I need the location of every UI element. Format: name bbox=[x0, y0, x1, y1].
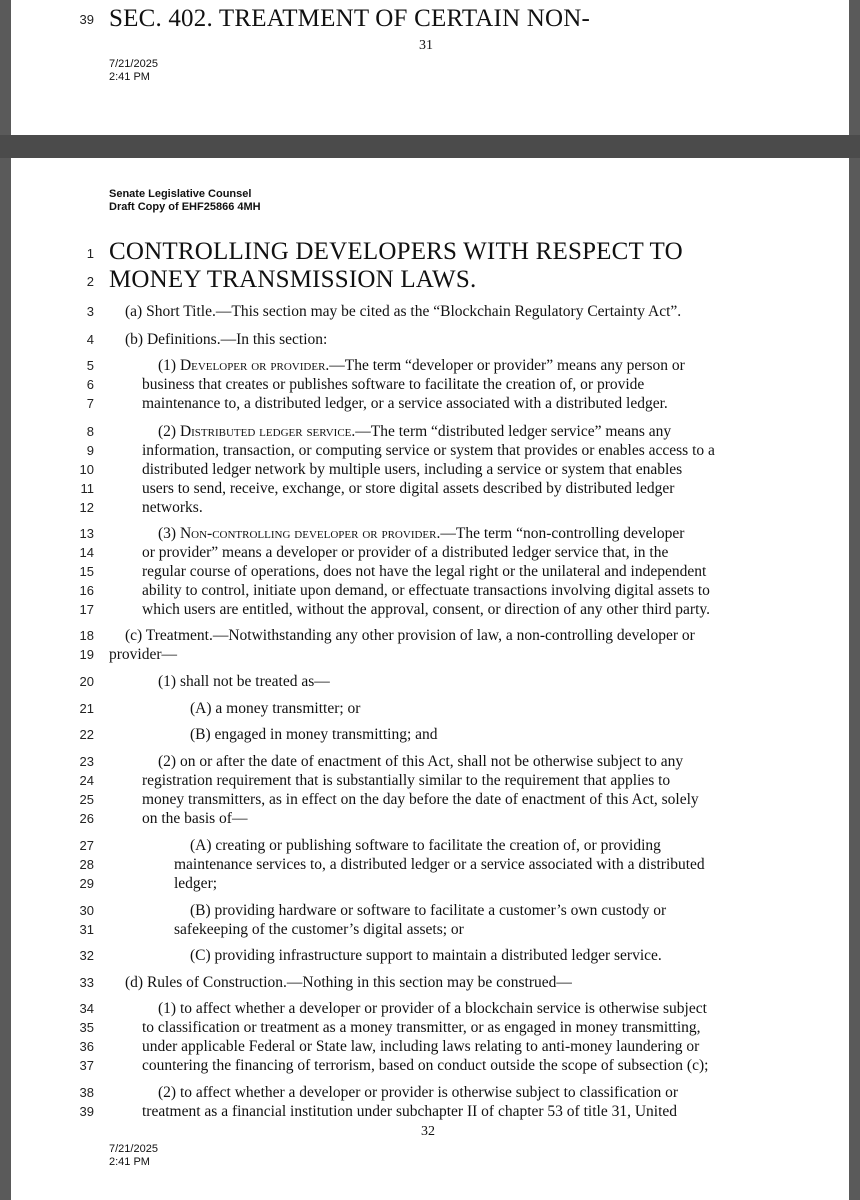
text-line: distributed ledger network by multiple users, including a service or system that enables bbox=[142, 461, 683, 478]
line-number: 8 bbox=[86, 424, 94, 439]
text-line: (B) providing hardware or software to facilitate a customer’s own custody or bbox=[190, 902, 667, 919]
text-line: (d) Rules of Construction.—Nothing in this section may be construed— bbox=[125, 974, 572, 991]
definition-text: —The term “distributed ledger service” means any bbox=[355, 423, 672, 440]
text-line: under applicable Federal or State law, including laws relating to anti-money laundering or bbox=[142, 1038, 700, 1055]
line-number: 28 bbox=[79, 857, 94, 872]
line-number: 5 bbox=[86, 358, 94, 373]
text-line: networks. bbox=[142, 499, 203, 516]
line-number: 36 bbox=[79, 1039, 94, 1054]
text-line: to classification or treatment as a money transmitter, or as engaged in money transmitting, bbox=[142, 1019, 701, 1036]
line-number: 10 bbox=[79, 462, 94, 477]
text-line: provider— bbox=[109, 646, 178, 663]
line-number: 37 bbox=[79, 1058, 94, 1073]
line-number: 16 bbox=[79, 583, 94, 598]
line-number: 1 bbox=[86, 246, 94, 261]
text-line: ledger; bbox=[174, 875, 218, 892]
text-line: ability to control, initiate upon demand, or effectuate transactions involving digital assets to bbox=[142, 582, 710, 599]
document-page-32 bbox=[11, 158, 849, 1200]
line-number: 13 bbox=[79, 526, 94, 541]
print-time: 2:41 PM bbox=[109, 1156, 150, 1168]
section-heading: SEC. 402. TREATMENT OF CERTAIN NON- bbox=[109, 5, 591, 32]
text-line: (C) providing infrastructure support to maintain a distributed ledger service. bbox=[190, 947, 662, 964]
text-line bbox=[158, 356, 685, 375]
text-line: maintenance to, a distributed ledger, or a service associated with a distributed ledger. bbox=[142, 395, 668, 412]
line-number: 27 bbox=[79, 838, 94, 853]
text-line: users to send, receive, exchange, or store digital assets described by distributed ledger bbox=[142, 480, 675, 497]
line-number: 21 bbox=[79, 701, 94, 716]
print-time: 2:41 PM bbox=[109, 71, 150, 83]
paragraph-number: (1) bbox=[158, 357, 180, 374]
line-number: 3 bbox=[86, 304, 94, 319]
line-number: 14 bbox=[79, 545, 94, 560]
line-number: 39 bbox=[79, 1104, 94, 1119]
text-line: countering the financing of terrorism, based on conduct outside the scope of subsection (c); bbox=[142, 1057, 709, 1074]
defined-term: Developer or provider. bbox=[179, 357, 330, 374]
line-number: 2 bbox=[86, 274, 94, 289]
defined-term: Distributed ledger service. bbox=[179, 423, 356, 440]
section-heading-line: MONEY TRANSMISSION LAWS. bbox=[109, 266, 477, 293]
text-line: (c) Treatment.—Notwithstanding any other provision of law, a non-controlling developer or bbox=[125, 627, 695, 644]
line-number: 15 bbox=[79, 564, 94, 579]
line-number: 6 bbox=[86, 377, 94, 392]
definition-text: —The term “developer or provider” means any person or bbox=[329, 357, 685, 374]
text-line: on the basis of— bbox=[142, 810, 248, 827]
line-number: 4 bbox=[86, 332, 94, 347]
text-line: (b) Definitions.—In this section: bbox=[125, 331, 328, 348]
line-number: 33 bbox=[79, 975, 94, 990]
page-number: 31 bbox=[419, 38, 433, 53]
text-line: (A) a money transmitter; or bbox=[190, 700, 361, 717]
right-viewer-margin bbox=[849, 0, 860, 1200]
line-number: 9 bbox=[86, 443, 94, 458]
line-number: 38 bbox=[79, 1085, 94, 1100]
line-number: 11 bbox=[80, 481, 94, 496]
text-line bbox=[158, 524, 684, 543]
counsel-label: Senate Legislative Counsel bbox=[109, 188, 252, 200]
text-line: (a) Short Title.—This section may be cited as the “Blockchain Regulatory Certainty Act”. bbox=[125, 303, 682, 320]
line-number: 23 bbox=[79, 754, 94, 769]
line-number: 22 bbox=[79, 727, 94, 742]
line-number: 34 bbox=[79, 1001, 94, 1016]
line-number: 32 bbox=[79, 948, 94, 963]
paragraph-number: (3) bbox=[158, 525, 180, 542]
text-line: safekeeping of the customer’s digital assets; or bbox=[174, 921, 464, 938]
text-line: or provider” means a developer or provider of a distributed ledger service that, in the bbox=[142, 544, 669, 561]
line-number: 19 bbox=[79, 647, 94, 662]
text-line: (2) to affect whether a developer or provider is otherwise subject to classification or bbox=[158, 1084, 679, 1101]
paragraph-number: (2) bbox=[158, 423, 180, 440]
section-heading-line: CONTROLLING DEVELOPERS WITH RESPECT TO bbox=[109, 238, 683, 265]
text-line: which users are entitled, without the approval, consent, or direction of any other third party. bbox=[142, 601, 711, 618]
line-number: 31 bbox=[79, 922, 94, 937]
line-number: 25 bbox=[79, 792, 94, 807]
page-separator bbox=[0, 135, 860, 158]
line-number: 35 bbox=[79, 1020, 94, 1035]
text-line: maintenance services to, a distributed ledger or a service associated with a distributed bbox=[174, 856, 705, 873]
text-line: (A) creating or publishing software to facilitate the creation of, or providing bbox=[190, 837, 661, 854]
line-number: 24 bbox=[79, 773, 94, 788]
line-number: 26 bbox=[79, 811, 94, 826]
definition-text: —The term “non-controlling developer bbox=[440, 525, 685, 542]
page-number: 32 bbox=[421, 1124, 435, 1139]
text-line bbox=[158, 422, 671, 441]
line-number: 7 bbox=[86, 396, 94, 411]
text-line: (1) shall not be treated as— bbox=[158, 673, 330, 690]
text-line: business that creates or publishes software to facilitate the creation of, or provide bbox=[142, 376, 645, 393]
defined-term: Non-controlling developer or provider. bbox=[179, 525, 441, 542]
draft-label: Draft Copy of EHF25866 4MH bbox=[109, 201, 261, 213]
line-number: 18 bbox=[79, 628, 94, 643]
text-line: information, transaction, or computing service or system that provides or enables access to a bbox=[142, 442, 715, 459]
text-line: treatment as a financial institution under subchapter II of chapter 53 of title 31, United bbox=[142, 1103, 678, 1120]
line-number: 39 bbox=[79, 12, 94, 27]
print-date: 7/21/2025 bbox=[109, 1143, 158, 1155]
print-date: 7/21/2025 bbox=[109, 58, 158, 70]
text-line: (B) engaged in money transmitting; and bbox=[190, 726, 438, 743]
text-line: (1) to affect whether a developer or provider of a blockchain service is otherwise subject bbox=[158, 1000, 707, 1017]
line-number: 12 bbox=[79, 500, 94, 515]
text-line: (2) on or after the date of enactment of this Act, shall not be otherwise subject to any bbox=[158, 753, 684, 770]
line-number: 30 bbox=[79, 903, 94, 918]
line-number: 17 bbox=[79, 602, 94, 617]
text-line: regular course of operations, does not have the legal right or the unilateral and independent bbox=[142, 563, 707, 580]
document-page-31 bbox=[11, 0, 849, 135]
text-line: registration requirement that is substantially similar to the requirement that applies to bbox=[142, 772, 671, 789]
text-line: money transmitters, as in effect on the day before the date of enactment of this Act, solely bbox=[142, 791, 699, 808]
line-number: 29 bbox=[79, 876, 94, 891]
line-number: 20 bbox=[79, 674, 94, 689]
left-viewer-margin bbox=[0, 0, 11, 1200]
